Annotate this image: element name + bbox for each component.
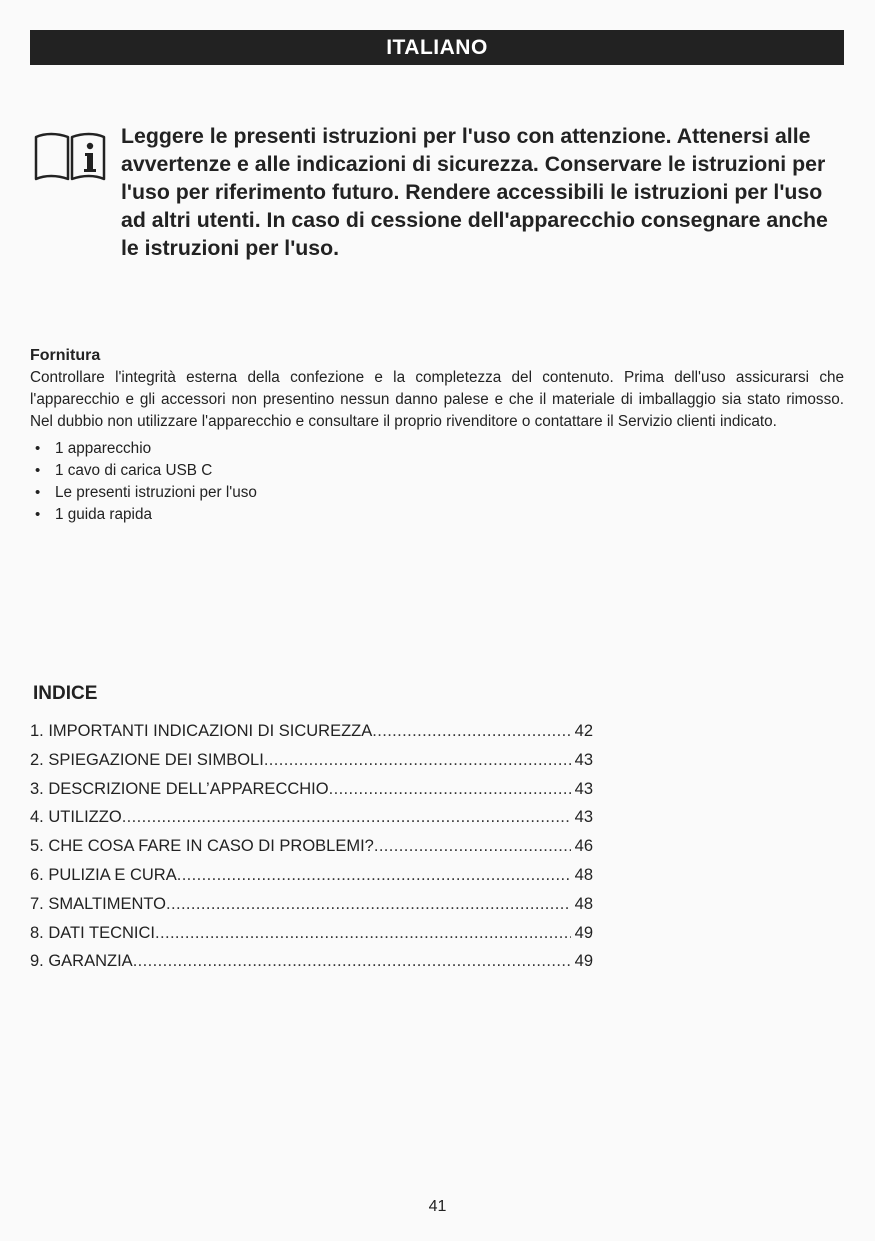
page-number: 41 bbox=[428, 1198, 447, 1215]
toc-leader-dots bbox=[133, 947, 571, 976]
supply-title: Fornitura bbox=[30, 347, 101, 364]
toc-entry[interactable] bbox=[30, 803, 593, 832]
toc-entry[interactable] bbox=[30, 832, 593, 861]
toc-entry-title: 2. SPIEGAZIONE DEI SIMBOLI bbox=[30, 750, 264, 769]
toc-entry-title: 1. IMPORTANTI INDICAZIONI DI SICUREZZA bbox=[30, 722, 373, 740]
toc-leader-dots bbox=[177, 861, 571, 890]
toc-entry-title: 6. PULIZIA E CURA bbox=[30, 865, 177, 884]
toc-entry[interactable] bbox=[30, 717, 593, 746]
toc-entry-page: 49 bbox=[574, 923, 593, 942]
toc-entry-page: 49 bbox=[574, 952, 593, 971]
toc-entry-page: 43 bbox=[574, 750, 593, 769]
toc-entry-page: 42 bbox=[574, 722, 593, 740]
toc-entry[interactable] bbox=[30, 861, 593, 890]
toc-entry-title: 7. SMALTIMENTO bbox=[30, 894, 166, 913]
language-header: ITALIANO bbox=[30, 30, 844, 65]
toc-entry-title: 3. DESCRIZIONE DELL’APPARECCHIO bbox=[30, 779, 329, 798]
list-item: • Le presenti istruzioni per l'uso bbox=[30, 482, 844, 504]
list-item: • 1 guida rapida bbox=[30, 504, 844, 526]
notice-text: Leggere le presenti istruzioni per l'uso con attenzione. Attenersi alle avvertenze e alle indicazioni di sicurezza. Conservare le istruzioni per l'uso per riferimento futuro. Rendere accessibili le istruzioni per l'uso ad altri utenti. In caso di cessione dell'apparecchio consegnare anche le istruzioni per l'uso. bbox=[121, 124, 828, 260]
toc-leader-dots bbox=[155, 919, 571, 948]
toc-leader-dots bbox=[329, 775, 571, 804]
index-title: INDICE bbox=[33, 683, 98, 704]
toc-leader-dots bbox=[122, 803, 571, 832]
list-item: • 1 apparecchio bbox=[30, 438, 844, 460]
info-manual-icon bbox=[33, 129, 107, 181]
toc-entry-title: 4. UTILIZZO bbox=[30, 808, 122, 827]
toc-entry-title: 5. CHE COSA FARE IN CASO DI PROBLEMI? bbox=[30, 837, 374, 856]
toc-entry[interactable] bbox=[30, 746, 593, 775]
list-item: • 1 cavo di carica USB C bbox=[30, 460, 844, 482]
toc-leader-dots bbox=[374, 832, 571, 861]
toc-entry-title: 9. GARANZIA bbox=[30, 952, 133, 971]
toc-entry-page: 43 bbox=[574, 779, 593, 798]
toc-entry[interactable] bbox=[30, 890, 593, 919]
toc-entry[interactable] bbox=[30, 947, 593, 976]
toc-entry-page: 48 bbox=[574, 894, 593, 913]
supply-text: Controllare l'integrità esterna della confezione e la completezza del contenuto. Prima dell'uso assicurarsi che l'apparecchio e gli accessori non presentino nessun danno palese e che il materiale di imballaggio sia stato rimosso. Nel dubbio non utilizzare l'apparecchio e consultare il proprio rivenditore o contattare il Servizio clienti indicato. bbox=[30, 369, 844, 430]
toc-entry[interactable] bbox=[30, 919, 593, 948]
toc-entry-title: 8. DATI TECNICI bbox=[30, 923, 155, 942]
supply-section bbox=[30, 345, 844, 526]
toc-leader-dots bbox=[372, 717, 570, 746]
toc-entry-page: 48 bbox=[574, 865, 593, 884]
table-of-contents bbox=[30, 717, 593, 976]
toc-entry-page: 46 bbox=[574, 837, 593, 856]
toc-leader-dots bbox=[264, 746, 571, 775]
toc-leader-dots bbox=[166, 890, 571, 919]
supply-list bbox=[30, 438, 844, 526]
toc-entry-page: 43 bbox=[574, 808, 593, 827]
toc-entry[interactable] bbox=[30, 775, 593, 804]
